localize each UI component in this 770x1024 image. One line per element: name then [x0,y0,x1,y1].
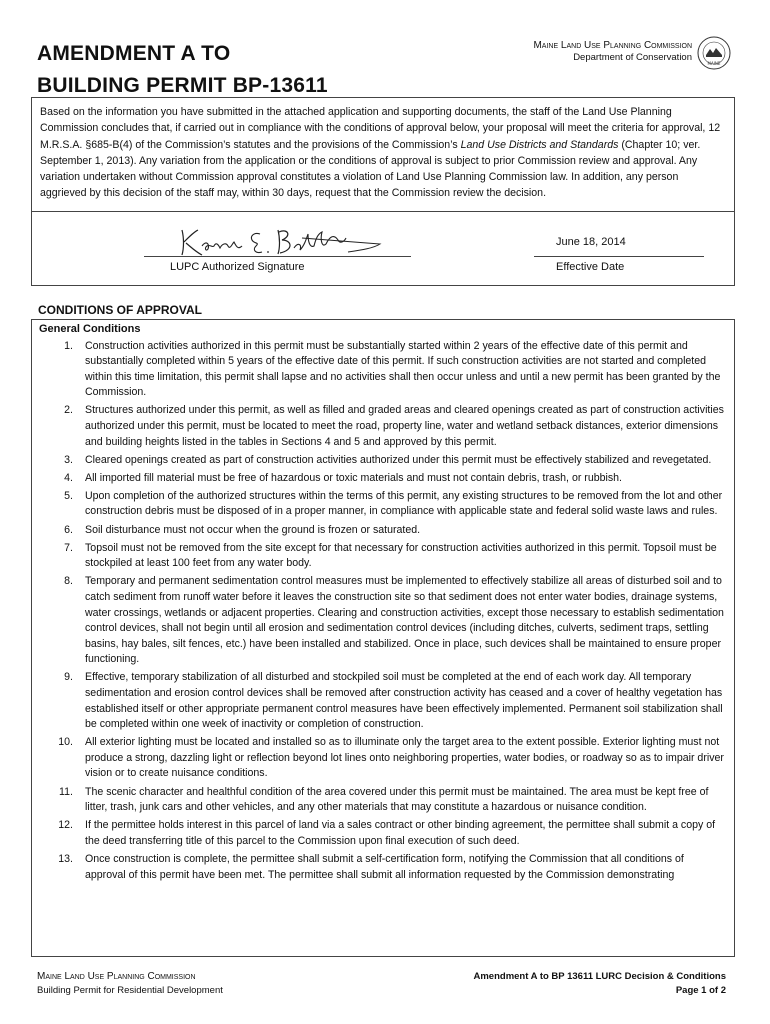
footer-page-number: Page 1 of 2 [675,985,726,996]
conditions-list [39,339,726,884]
footer-right [474,970,727,998]
condition-text: All exterior lighting must be located and installed so as to illuminate only the target area to the extent possible. Exterior lighting must not produce a strong, dazzling light or reflection beyond lot lines onto neighboring properties, water bodies, or roadway so as to impair driver vision or to create nuisance conditions. [85,736,724,780]
conditions-heading: CONDITIONS OF APPROVAL [38,303,203,317]
footer-document-name: Amendment A to BP 13611 LURC Decision & Conditions [473,971,726,982]
seal-text: MAINE [707,61,721,66]
agency-name: Maine Land Use Planning Commission [533,40,692,51]
condition-number: 2. [64,404,73,417]
condition-text: Temporary and permanent sedimentation control measures must be implemented to effectively stabilize all areas of disturbed soil and to catch sediment from runoff water before it leaves the construction site so that sediment does not enter water bodies, drainage systems, water crossings, wetlands or adjacent properties. Clearing and construction activities, except those necessary to establish sedimentation control devices, shall not begin until all erosion and sedimentation control devices (including ditches, culverts, sediment traps, settling basins, hay bales, silt fences, etc.) have been installed and stabilized. Once in place, such devices shall be maintained to ensure proper functioning. [85,575,724,666]
title-line-2: BUILDING PERMIT BP-13611 [37,74,328,97]
document-title [37,38,328,102]
effective-date-label: Effective Date [556,261,625,273]
condition-text: Effective, temporary stabilization of all disturbed and stockpiled soil must be completed at the end of each work day. All temporary sedimentation and erosion control devices shall be removed after construction activity has ceased and a cover of healthy vegetation has established itself or other appropriate permanent control measures have been effectively implemented. Permanent soil stabilization shall be completed within one week of inactivity or completion of construction. [85,671,723,731]
intro-paragraph [40,104,726,202]
condition-item [39,523,726,539]
agency-department: Department of Conservation [573,52,692,63]
condition-item [39,574,726,668]
condition-item [39,471,726,487]
condition-number: 13. [58,852,73,865]
condition-number: 10. [58,736,73,749]
condition-number: 9. [64,671,73,684]
general-conditions-subheading: General Conditions [39,323,141,335]
condition-item [39,735,726,782]
date-line [534,256,704,257]
condition-text: Topsoil must not be removed from the site except for that necessary for construction activities authorized in this permit. Topsoil must be stockpiled at least 100 feet from any water body. [85,541,717,570]
condition-number: 12. [58,819,73,832]
condition-text: Construction activities authorized in this permit must be substantially started within 2 years of the effective date of this permit and substantially completed within 5 years of the effective date of this permit. If such construction activities are not started and completed within this time limitation, this permit shall lapse and no activities shall then occur unless and until a new permit has been granted by the Commission. [85,339,721,399]
condition-item [39,785,726,816]
intro-italic-title: Land Use Districts and Standards [460,138,619,151]
condition-number: 8. [64,575,73,588]
footer-agency: Maine Land Use Planning Commission [37,971,196,982]
title-line-1: AMENDMENT A TO [37,42,231,65]
condition-text: Upon completion of the authorized structures within the terms of this permit, any existing structures to be removed from the lot and other construction debris must be disposed of in a proper manner, in compliance with applicable state and federal solid waste laws and rules. [85,489,723,518]
condition-item [39,489,726,520]
condition-item [39,541,726,572]
condition-number: 6. [64,523,73,536]
signature-box [31,211,735,286]
footer-left [37,970,223,998]
condition-text: Cleared openings created as part of construction activities authorized under this permit must be effectively stabilized and revegetated. [85,453,712,466]
footer-permit-type: Building Permit for Residential Development [37,985,223,996]
condition-item [39,670,726,732]
agency-header [533,40,692,64]
condition-item [39,339,726,401]
condition-text: Soil disturbance must not occur when the ground is frozen or saturated. [85,523,421,536]
condition-number: 5. [64,489,73,502]
condition-number: 1. [64,339,73,352]
condition-text: If the permittee holds interest in this parcel of land via a sales contract or other binding agreement, the permittee shall submit a copy of the deed transferring title of this parcel to the Commission upon final execution of such deed. [85,819,716,847]
commission-seal-icon [697,36,731,70]
intro-text-2: (Chapter 10; ver. September 1, 2013). Any variation from the application or the conditions of approval is subject to prior Commission review and approval. Any variation undertaken without Commission approval constitutes a violation of Land Use Planning Commission law. In addition, any person aggrieved by this decision of the staff may, within 30 days, request that the Commission review the decision. [40,138,701,200]
effective-date-value: June 18, 2014 [556,236,626,248]
signature-label: LUPC Authorized Signature [170,261,305,273]
condition-item [39,818,726,849]
condition-item [39,453,726,469]
condition-text: The scenic character and healthful condition of the area covered under this permit must be maintained. The area must be kept free of litter, trash, junk cars and other vehicles, and any other materials that may constitute a hazardous or nuisance condition. [85,785,709,814]
condition-number: 3. [64,453,73,466]
condition-text: Structures authorized under this permit, as well as filled and graded areas and cleared openings created as part of construction activities authorized under this permit, must be located to meet the road, property line, water and wetland setback distances, exterior dimensions and building heights listed in the tables in Sections 4 and 5 and approved by this permit. [85,404,724,448]
condition-item [39,852,726,883]
condition-number: 11. [59,785,73,798]
conditions-box [31,319,735,957]
condition-text: Once construction is complete, the permittee shall submit a self-certification form, notifying the Commission that all conditions of approval of this permit have been met. The permittee shall submit all information requested by the Commission demonstrating [85,852,684,881]
condition-number: 4. [64,471,73,484]
condition-item [39,403,726,450]
signature-line [144,256,411,257]
intro-box [31,97,735,212]
condition-number: 7. [64,541,73,554]
condition-text: All imported fill material must be free of hazardous or toxic materials and must not contain debris, trash, or rubbish. [85,471,622,484]
intro-text-1: Based on the information you have submitted in the attached application and supporting documents, the staff of the Land Use Planning Commission concludes that, if carried out in compliance with the conditions of approval below, your proposal will meet the criteria for approval, 12 M.R.S.A. §685-B(4) of the Commission’s statutes and the provisions of the Commission’s [40,106,721,151]
